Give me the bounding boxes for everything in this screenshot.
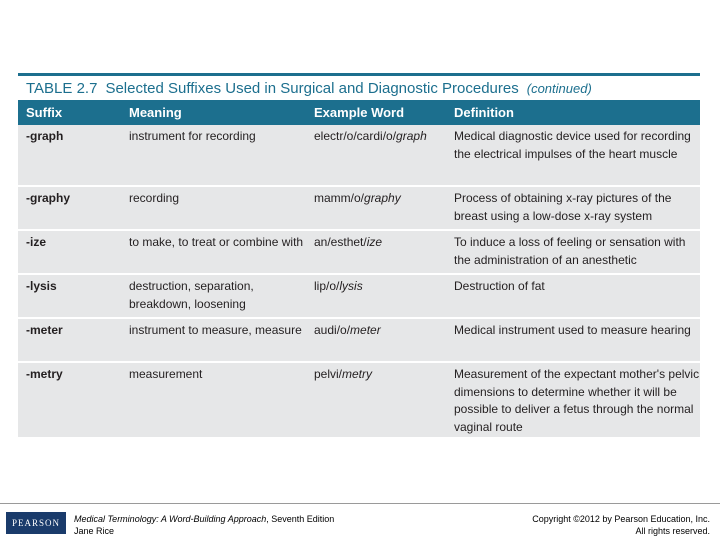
book-title: Medical Terminology: A Word-Building Approach [74,514,267,524]
example-suffix: graph [396,129,427,143]
example-suffix: ize [366,235,383,249]
suffix-cell: -ize [26,235,47,249]
example-cell [308,322,448,361]
header-meaning: Meaning [129,105,182,120]
header-example-word: Example Word [314,105,405,120]
example-cell [308,190,448,229]
footer-divider [0,503,720,504]
example-base: an/esthet/ [314,235,367,249]
meaning-cell: to make, to treat or combine with [129,235,304,249]
header-definition: Definition [454,105,514,120]
book-edition: , Seventh Edition [266,514,335,524]
meaning-cell: recording [129,191,180,205]
pearson-logo: PEARSON [6,512,66,534]
example-base: lip/o/ [314,279,340,293]
header-suffix: Suffix [26,105,63,120]
copyright-text: Copyright ©2012 by Pearson Education, Inc. [532,514,710,524]
table-header-row [18,100,700,125]
example-suffix: graphy [364,191,401,205]
footer-copyright [532,513,710,537]
example-cell [308,128,448,185]
suffix-cell: -metry [26,367,63,381]
suffix-cell: -graph [26,129,64,143]
example-cell [308,278,448,317]
table-row [18,275,700,319]
example-cell [308,366,448,440]
table-row [18,231,700,275]
table-row [18,125,700,187]
rights-text: All rights reserved. [635,526,710,536]
table-row [18,363,700,440]
meaning-cell: measurement [129,367,203,381]
table-label: TABLE 2.7 [26,79,98,97]
example-base: audi/o/ [314,323,351,337]
table-title-bar [18,73,700,100]
suffix-cell: -graphy [26,191,71,205]
definition-cell: Medical instrument used to measure hearing [454,323,691,337]
example-base: pelvi/ [314,367,343,381]
suffix-table [18,73,700,437]
example-suffix: metry [342,367,373,381]
example-base: electr/o/cardi/o/ [314,129,397,143]
table-row [18,187,700,231]
table-title: Selected Suffixes Used in Surgical and Diagnostic Procedures [105,79,519,97]
definition-cell: Medical diagnostic device used for recording the electrical impulses of the heart muscle [454,129,691,161]
book-author: Jane Rice [74,526,115,536]
meaning-cell: destruction, separation, breakdown, loosening [129,279,254,311]
definition-cell: To induce a loss of feeling or sensation with the administration of an anesthetic [454,235,686,267]
example-suffix: lysis [339,279,363,293]
table-continued: (continued) [526,80,592,96]
example-base: mamm/o/ [314,191,365,205]
example-cell [308,234,448,273]
footer-citation [74,513,334,537]
definition-cell: Measurement of the expectant mother's pelvic dimensions to determine whether it will be possible to deliver a fetus through the normal vaginal route [454,367,700,434]
definition-cell: Process of obtaining x-ray pictures of the breast using a low-dose x-ray system [454,191,672,223]
definition-cell: Destruction of fat [454,279,545,293]
example-suffix: meter [350,323,381,337]
suffix-cell: -meter [26,323,63,337]
meaning-cell: instrument to measure, measure [129,323,302,337]
suffix-cell: -lysis [26,279,57,293]
meaning-cell: instrument for recording [129,129,256,143]
table-row [18,319,700,363]
